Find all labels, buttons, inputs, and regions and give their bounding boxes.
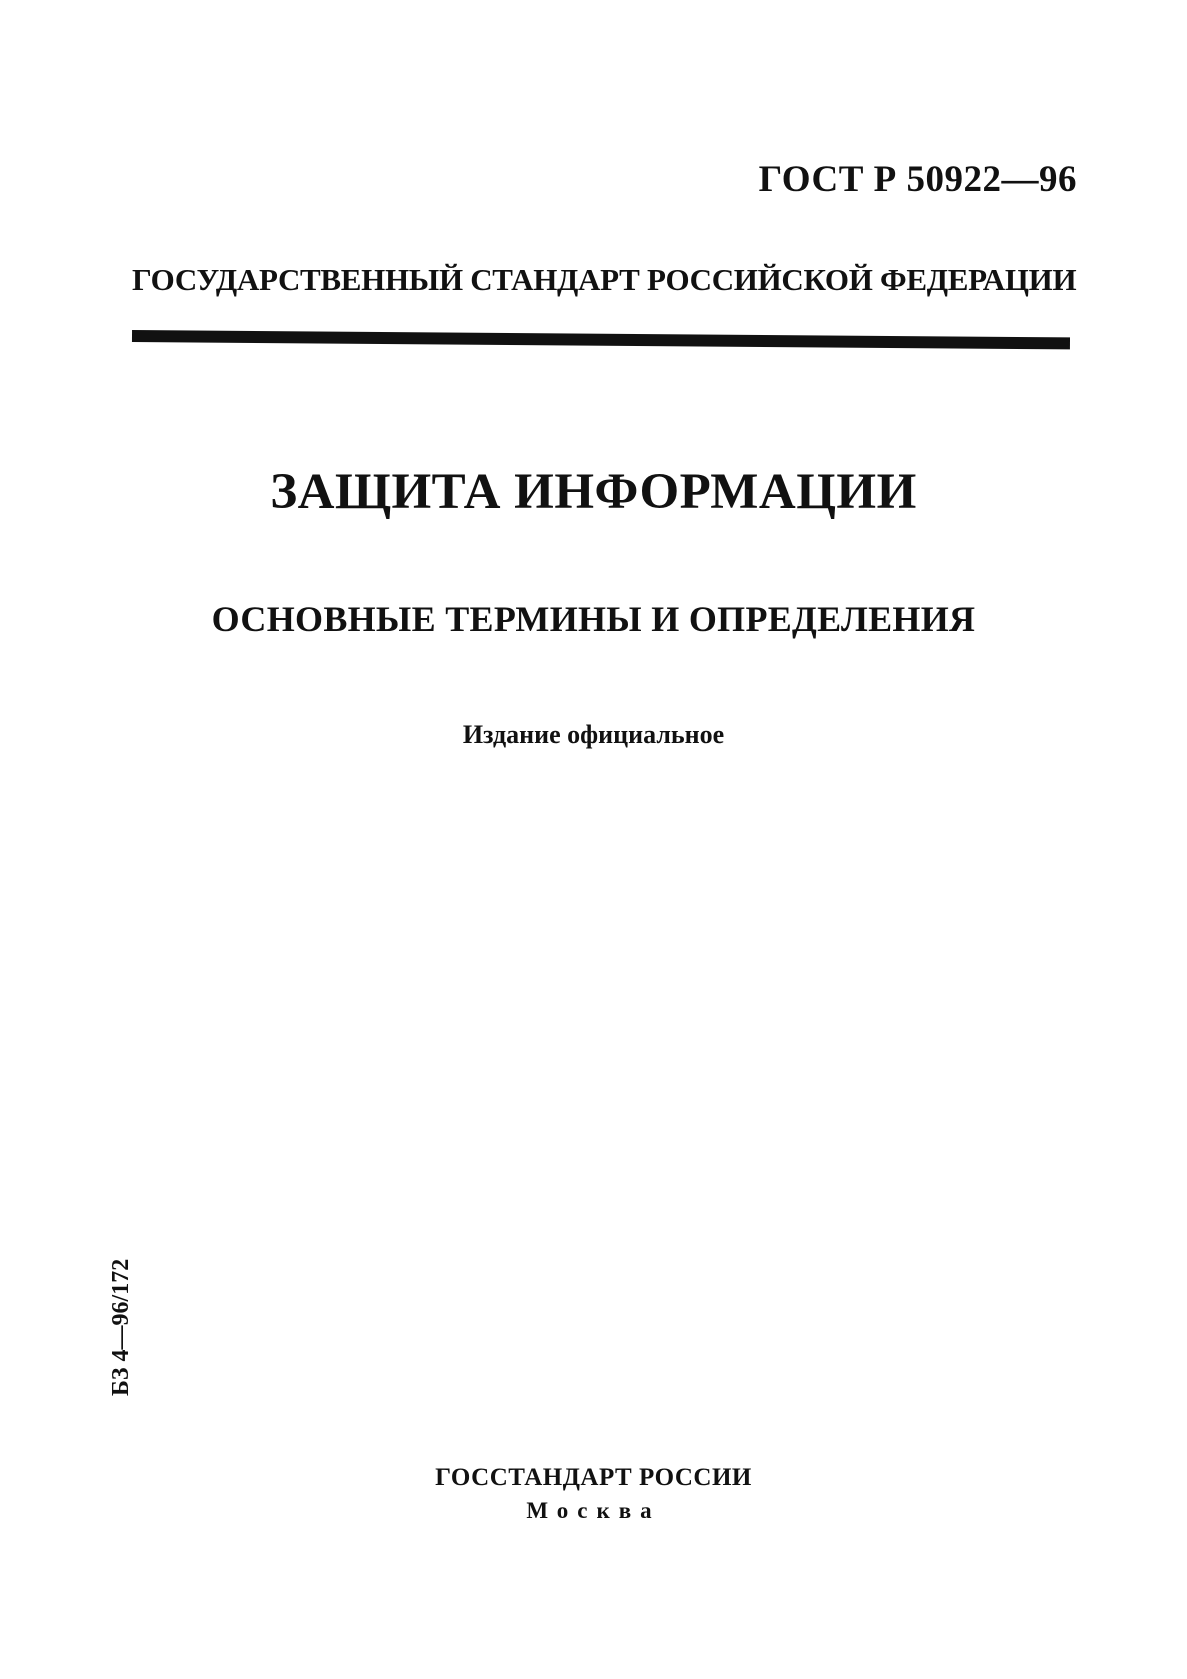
publisher-city: Москва [526, 1498, 661, 1523]
document-subtitle: ОСНОВНЫЕ ТЕРМИНЫ И ОПРЕДЕЛЕНИЯ [211, 599, 976, 639]
edition-note: Издание официальное [462, 720, 725, 749]
document-title: ЗАЩИТА ИНФОРМАЦИИ [270, 464, 917, 520]
standard-designation: ГОСТ Р 50922—96 [758, 159, 1077, 200]
issuer-heading: ГОСУДАРСТВЕННЫЙ СТАНДАРТ РОССИЙСКОЙ ФЕДЕРАЦИИ [132, 262, 1077, 297]
header-rule [132, 330, 1070, 349]
catalog-code: БЗ 4—96/172 [108, 1258, 134, 1396]
publisher-name: ГОССТАНДАРТ РОССИИ [435, 1464, 752, 1491]
